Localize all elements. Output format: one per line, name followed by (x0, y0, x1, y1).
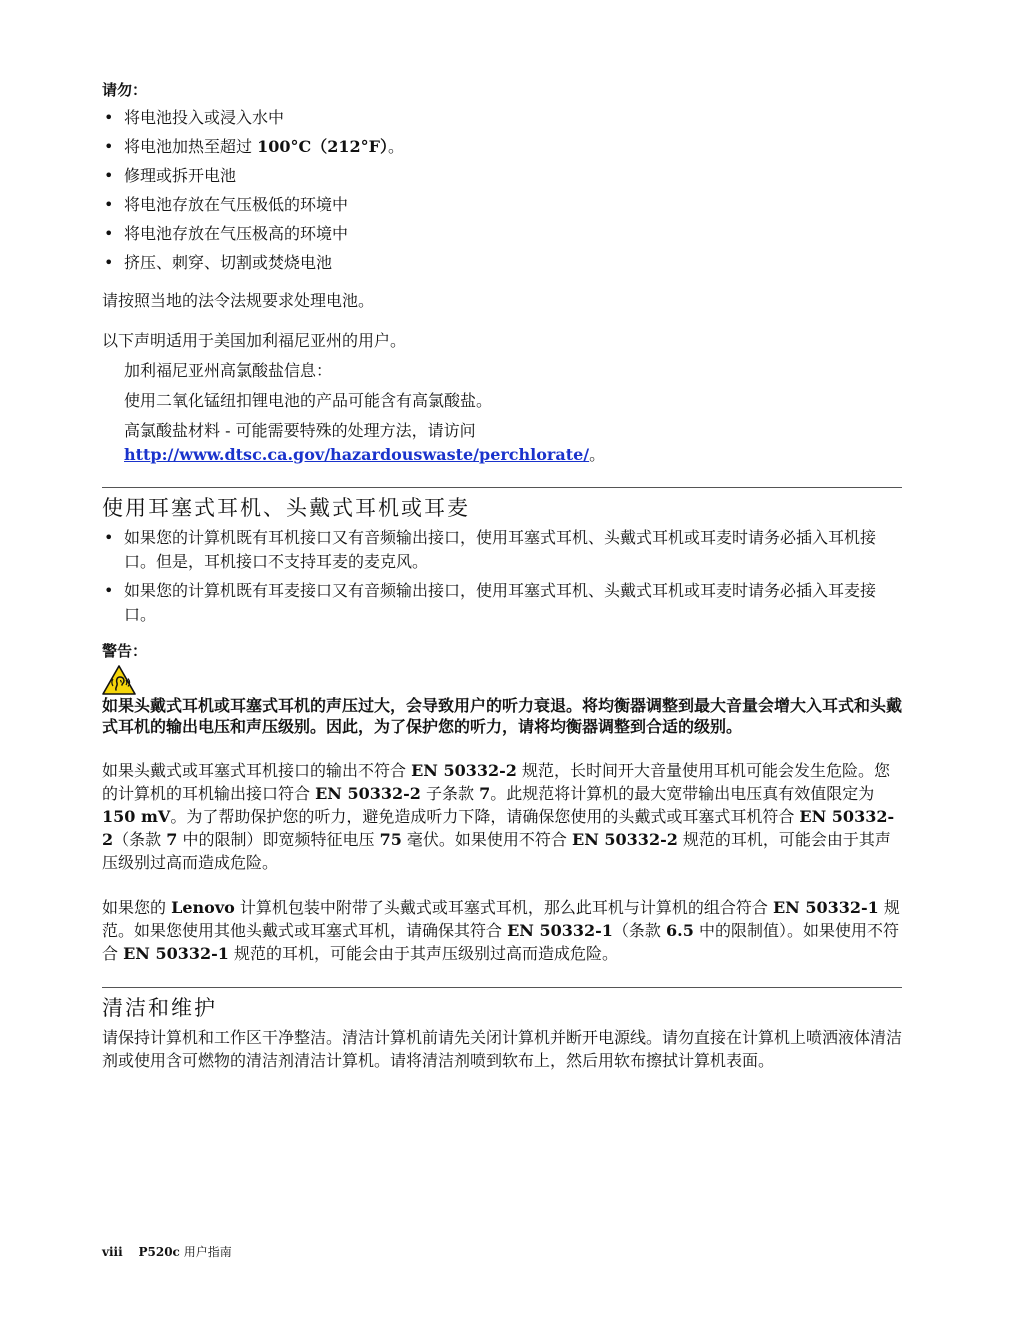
california-intro: 以下声明适用于美国加利福尼亚州的用户。 (102, 331, 407, 350)
california-title: 加利福尼亚州高氯酸盐信息： (124, 361, 333, 380)
hearing-warning-icon (102, 665, 136, 695)
page-content (102, 78, 902, 1072)
list-item: • 如果您的计算机既有耳机接口又有音频输出接口，使用耳塞式耳机、头戴式耳机或耳麦时请务必插入耳机接口。但是，耳机接口不支持耳麦的麦克风。 (102, 526, 902, 574)
list-item: • 将电池投入或浸入水中 (102, 106, 902, 130)
perchlorate-link[interactable]: http://www.dtsc.ca.gov/hazardouswaste/perchlorate/ (124, 445, 590, 464)
list-item: • 如果您的计算机既有耳麦接口又有音频输出接口，使用耳塞式耳机、头戴式耳机或耳麦时请务必插入耳麦接口。 (102, 579, 902, 627)
list-item: • 将电池加热至超过 100°C（212°F）。 (102, 135, 902, 159)
battery-donot-list (102, 106, 902, 275)
list-item: • 修理或拆开电池 (102, 164, 902, 188)
donot-label: 请勿： (102, 81, 148, 99)
headphones-list (102, 526, 902, 627)
warning-text: 如果头戴式耳机或耳塞式耳机的声压过大，会导致用户的听力衰退。将均衡器调整到最大音量会增大入耳式和头戴式耳机的输出电压和声压级别。因此，为了保护您的听力，请将均衡器调整到合适的级别。 (102, 696, 903, 736)
lenovo-compliance-paragraph: 如果您的 Lenovo 计算机包装中附带了头戴式或耳塞式耳机，那么此耳机与计算机的组合符合 EN 50332-1 规范。如果您使用其他头戴式或耳塞式耳机，请确保其符合 EN 50332-1（条款 6.5 中的限制值）。如果使用不符合 EN 50332-1 规范的耳机，可能会由于其声压级别过高而造成危险。 (102, 898, 900, 963)
california-line1: 使用二氧化锰纽扣锂电池的产品可能含有高氯酸盐。 (124, 391, 493, 410)
section-divider (102, 487, 902, 488)
headphones-section-title: 使用耳塞式耳机、头戴式耳机或耳麦 (102, 496, 470, 520)
california-line2: 高氯酸盐材料 - 可能需要特殊的处理方法，请访问 http://www.dtsc.ca.gov/hazardouswaste/perchlorate/。 (124, 421, 606, 464)
california-block (102, 359, 902, 467)
list-item: • 将电池存放在气压极高的环境中 (102, 222, 902, 246)
battery-disposal-text: 请按照当地的法令法规要求处理电池。 (102, 291, 375, 310)
warning-label: 警告： (102, 642, 148, 660)
list-item: • 将电池存放在气压极低的环境中 (102, 193, 902, 217)
page-number: viii (102, 1245, 123, 1259)
model-name: P520c (138, 1245, 180, 1259)
temperature-value: 100°C（212°F） (257, 137, 389, 156)
page-footer (102, 1244, 232, 1260)
guide-title: 用户指南 (183, 1245, 232, 1259)
list-item: • 挤压、刺穿、切割或焚烧电池 (102, 251, 902, 275)
cleaning-text: 请保持计算机和工作区干净整洁。清洁计算机前请先关闭计算机并断开电源线。请勿直接在计算机上喷洒液体清洁剂或使用含可燃物的清洁剂清洁计算机。请将清洁剂喷到软布上，然后用软布擦拭计算机表面。 (102, 1028, 903, 1070)
section-divider (102, 987, 902, 988)
headphone-compliance-paragraph: 如果头戴式或耳塞式耳机接口的输出不符合 EN 50332-2 规范，长时间开大音量使用耳机可能会发生危险。您的计算机的耳机输出接口符合 EN 50332-2 子条款 7。此规范将计算机的最大宽带输出电压真有效值限定为 150 mV。为了帮助保护您的听力，避免造成听力下降，请确保您使用的头戴式或耳塞式耳机符合 EN 50332-2（条款 7 中的限制）即宽频特征电压 75 毫伏。如果使用不符合 EN 50332-2 规范的耳机，可能会由于其声压级别过高而造成危险。 (102, 761, 895, 872)
cleaning-section-title: 清洁和维护 (102, 996, 217, 1020)
